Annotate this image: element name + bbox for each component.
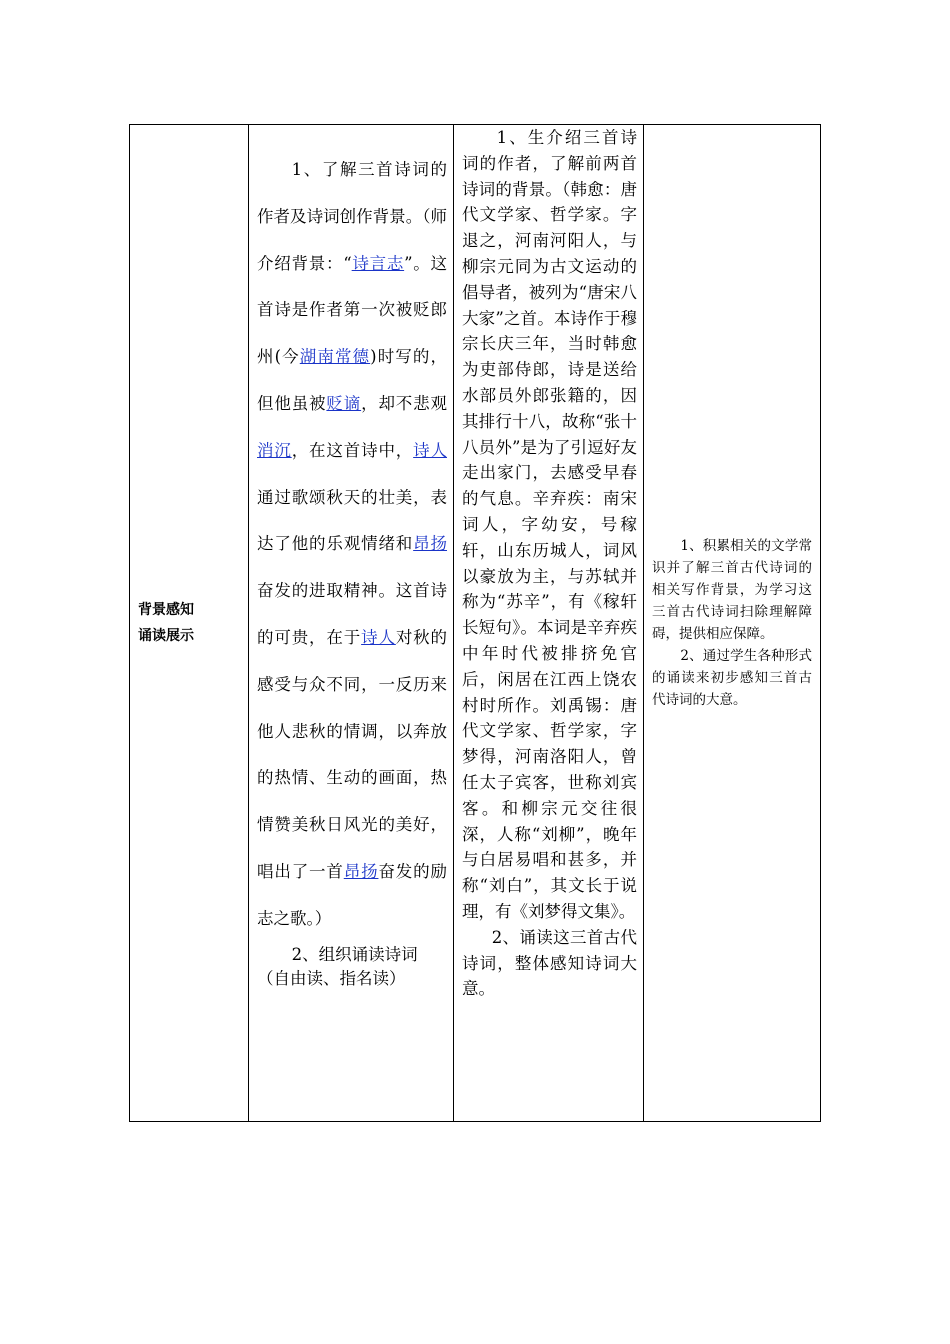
lesson-plan-table [129, 124, 821, 1122]
teacher-activity-paragraph-2: 2、组织诵读诗词（自由读、指名读） [257, 944, 418, 988]
student-activity-paragraph-2: 2、诵读这三首古代诗词，整体感知诗词大意。 [462, 927, 637, 999]
link-shiren[interactable]: 诗人 [413, 440, 448, 460]
text-segment: 奋发的励志之歌。） [257, 861, 448, 928]
text-segment: ，在这首诗中， [291, 440, 414, 460]
text-segment: 1、了解三首诗词的作者及诗词创作背景。（师介绍背景：“ [257, 160, 447, 273]
section-label-line-2: 诵读展示 [138, 628, 194, 644]
text-segment: 奋发的进取精神。这首诗的可贵，在于 [257, 581, 447, 647]
design-intent-paragraph-2: 2、通过学生各种形式的诵读来初步感知三首古代诗词的大意。 [652, 648, 812, 708]
student-activity-cell [454, 125, 644, 1122]
link-angyang[interactable]: 昂扬 [413, 534, 448, 554]
text-segment: ，却不悲观 [361, 393, 448, 413]
teacher-activity-paragraph-1 [249, 125, 453, 943]
teacher-activity-cell [249, 125, 454, 1122]
table-row [130, 125, 821, 1122]
design-intent-cell [644, 125, 821, 1122]
section-label-line-1: 背景感知 [138, 602, 194, 618]
section-label-cell [130, 125, 249, 1122]
text-segment: 通过歌颂秋天的壮美，表达了他的乐观情绪和 [257, 487, 447, 554]
link-xiaochen[interactable]: 消沉 [257, 440, 292, 460]
link-shi-yan-zhi[interactable]: 诗言志 [351, 253, 405, 273]
student-activity-paragraph-1: 1、生介绍三首诗词的作者，了解前两首诗词的背景。（韩愈：唐代文学家、哲学家。字退之，河南河阳人，与柳宗元同为古文运动的倡导者，被列为“唐宋八大家”之首。本诗作于穆宗长庆三年，当时韩愈为吏部侍郎，诗是送给水部员外郎张籍的，因其排行十八，故称“张十八员外”是为了引逗好友走出家门，去感受早春的气息。辛弃疾：南宋词人，字幼安，号稼轩，山东历城人，词风以豪放为主，与苏轼并称为“苏辛”，有《稼轩长短句》。本词是辛弃疾中年时代被排挤免官后，闲居在江西上饶农村时所作。刘禹锡：唐代文学家、哲学家，字梦得，河南洛阳人，曾任太子宾客，世称刘宾客。和柳宗元交往很深，人称“刘柳”，晚年与白居易唱和甚多，并称“刘白”，其文长于说理，有《刘梦得文集》。 [462, 128, 637, 921]
text-segment: ”。这首诗是作者第一次被贬郎州(今 [257, 253, 448, 367]
link-hunan-changde[interactable]: 湖南常德 [299, 347, 371, 367]
link-shiren-2[interactable]: 诗人 [361, 627, 396, 647]
text-segment: )时写的，但他虽被 [257, 347, 448, 413]
text-segment: 对秋的感受与众不同，一反历来他人悲秋的情调，以奔放的热情、生动的画面，热情赞美秋日风光的美好，唱出了一首 [257, 627, 448, 881]
link-bianzhe[interactable]: 贬谪 [326, 393, 362, 413]
link-angyang-2[interactable]: 昂扬 [343, 861, 379, 881]
design-intent-paragraph-1: 1、积累相关的文学常识并了解三首古代诗词的相关写作背景，为学习这三首古代诗词扫除理解障碍，提供相应保障。 [652, 538, 812, 642]
